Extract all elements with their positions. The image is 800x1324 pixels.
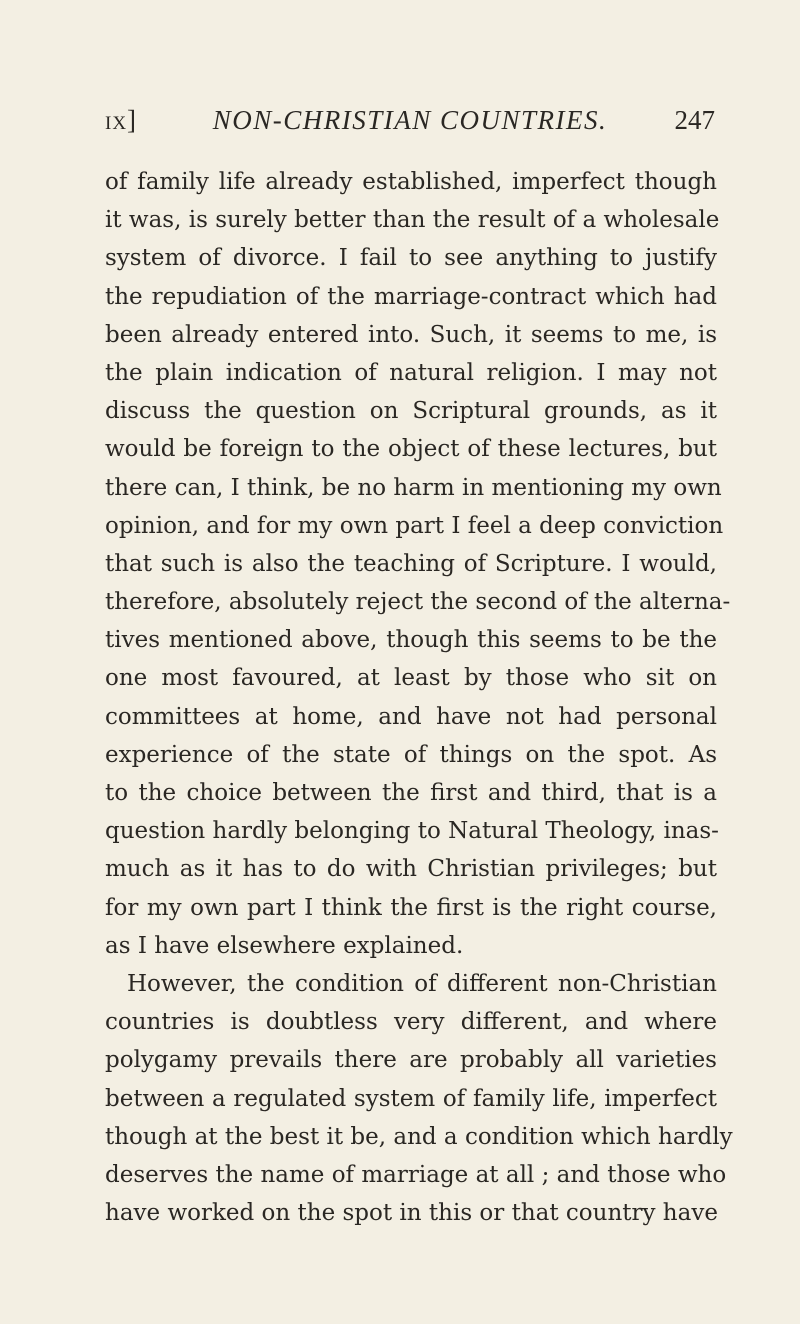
text-line: have worked on the spot in this or that country have [105, 1200, 718, 1227]
text-line: the plain indication of natural religion. I may not [105, 359, 717, 386]
page-number: 247 [674, 105, 715, 135]
chapter-marker: ix] [105, 105, 138, 135]
text-line: discuss the question on Scriptural grounds, as it [105, 398, 717, 425]
text-line: polygamy prevails there are probably all varieties [105, 1047, 717, 1074]
running-title: NON-CHRISTIAN COUNTRIES. [212, 105, 608, 135]
text-line: deserves the name of marriage at all ; and those who [105, 1161, 727, 1188]
paragraph-start-line: However, the condition of different non-Christian [127, 970, 717, 997]
text-line: of family life already established, imperfect though [105, 169, 717, 195]
text-line: between a regulated system of family life, imperfect [105, 1085, 717, 1112]
running-header [105, 100, 715, 140]
text-line: committees at home, and have not had personal [105, 703, 717, 730]
text-line: system of divorce. I fail to see anything to justify [105, 245, 717, 272]
text-line: to the choice between the first and third, that is a [105, 780, 717, 806]
text-line: opinion, and for my own part I feel a deep conviction [105, 512, 724, 539]
text-line: much as it has to do with Christian privileges; but [105, 856, 717, 883]
text-line: therefore, absolutely reject the second of the alterna- [105, 589, 731, 616]
text-line: it was, is surely better than the result of a wholesale [105, 207, 720, 234]
paragraph-end-line: as I have elsewhere explained. [105, 932, 464, 959]
text-line: would be foreign to the object of these lectures, but [105, 436, 717, 463]
text-line: tives mentioned above, though this seems to be the [105, 627, 717, 654]
text-line: that such is also the teaching of Scripture. I would, [105, 550, 717, 577]
text-line: question hardly belonging to Natural Theology, inas- [105, 818, 719, 845]
text-line: been already entered into. Such, it seems to me, is [105, 321, 717, 348]
text-line: though at the best it be, and a condition which hardly [105, 1123, 733, 1150]
text-line: countries is doubtless very different, and where [105, 1009, 717, 1036]
text-line: there can, I think, be no harm in mentioning my own [105, 474, 722, 501]
text-line: experience of the state of things on the spot. As [105, 741, 717, 768]
text-line: for my own part I think the first is the right course, [105, 894, 717, 921]
text-line: the repudiation of the marriage-contract which had [105, 283, 717, 310]
body-text [105, 163, 733, 1232]
text-line: one most favoured, at least by those who sit on [105, 665, 717, 692]
